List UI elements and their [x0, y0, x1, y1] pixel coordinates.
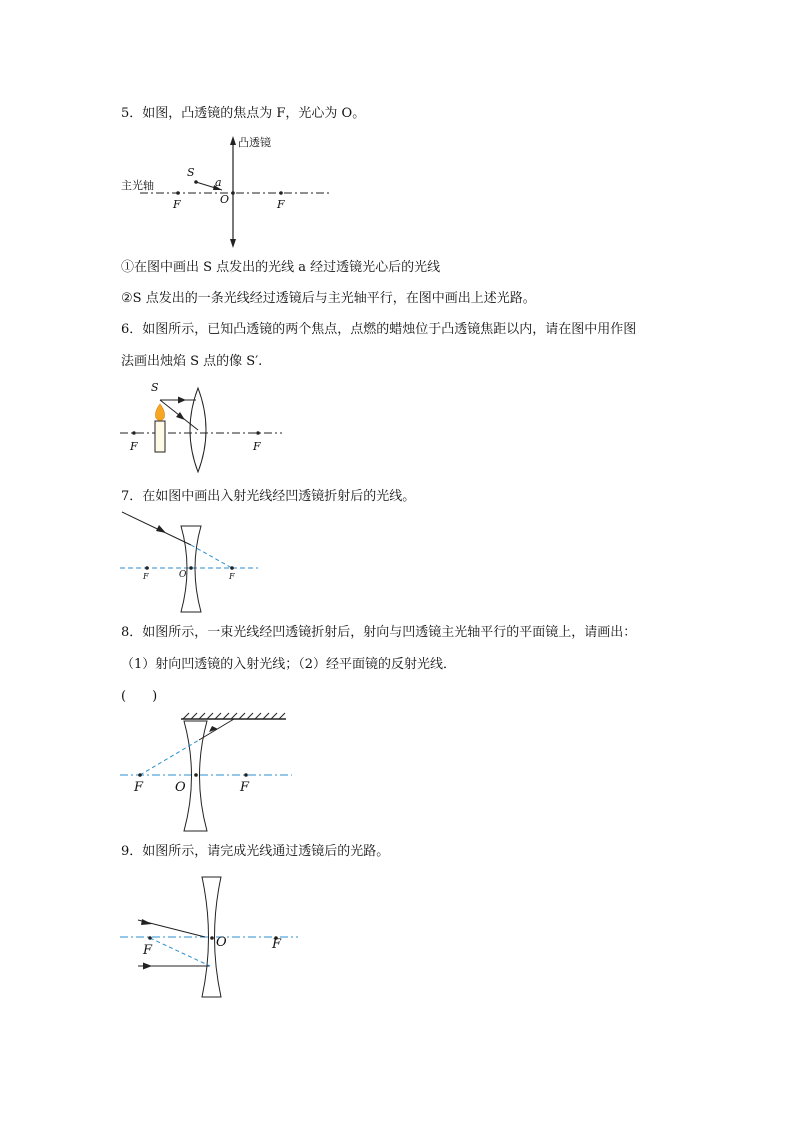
q5-label-F1: F — [173, 198, 181, 211]
q5-lens-label: 凸透镜 — [238, 136, 271, 149]
q7-text: 7．在如图中画出入射光线经凹透镜折射后的光线。 — [121, 489, 416, 504]
q5-axis-label: 主光轴 — [121, 179, 154, 192]
q9-label-F1: F — [143, 943, 153, 958]
q6-label-F1: F — [130, 440, 138, 453]
q5-label-a: a — [215, 176, 222, 189]
q5-label-S: S — [187, 166, 195, 179]
q5-item1: ①在图中画出 S 点发出的光线 a 经过透镜光心后的光线 — [121, 260, 441, 275]
q8-line1: 8．如图所示，一束光线经凹透镜折射后，射向与凹透镜主光轴平行的平面镜上，请画出： — [121, 625, 637, 640]
q9-text: 9．如图所示，请完成光线通过透镜后的光路。 — [121, 844, 390, 859]
q6-line2: 法画出烛焰 S 点的像 S′. — [121, 354, 263, 369]
q8-label-F1: F — [134, 780, 144, 795]
q5-label-O: O — [220, 193, 230, 206]
q5-label-F2: F — [277, 198, 285, 211]
q8-answer-bracket: ( ) — [121, 689, 158, 704]
q5-item2: ②S 点发出的一条光线经过透镜后与主光轴平行，在图中画出上述光路。 — [121, 291, 536, 306]
q6-label-S: S — [151, 381, 159, 394]
q8-label-O: O — [175, 780, 186, 795]
q9-dashed-line — [150, 938, 210, 966]
q8-line2: （1）射向凹透镜的入射光线；（2）经平面镜的反射光线． — [121, 657, 457, 672]
q5-text: 5．如图，凸透镜的焦点为 F，光心为 O。 — [121, 106, 366, 121]
q9-point-O — [210, 936, 214, 940]
q9-bottom-arrow-icon — [143, 963, 152, 970]
q7-label-F2: F — [229, 572, 235, 581]
q6-label-F2: F — [253, 440, 261, 453]
q7-label-F1: F — [143, 572, 149, 581]
q9-top-arrow-icon — [141, 919, 152, 925]
q9-label-O: O — [216, 935, 227, 950]
q8-label-F2: F — [240, 780, 250, 795]
q6-line1: 6．如图所示，已知凸透镜的两个焦点，点燃的蜡烛位于凸透镜焦距以内，请在图中用作图 — [121, 322, 637, 337]
q9-label-F2: F — [272, 937, 282, 952]
q7-label-O: O — [179, 570, 187, 580]
q9-point-F1 — [148, 936, 152, 940]
